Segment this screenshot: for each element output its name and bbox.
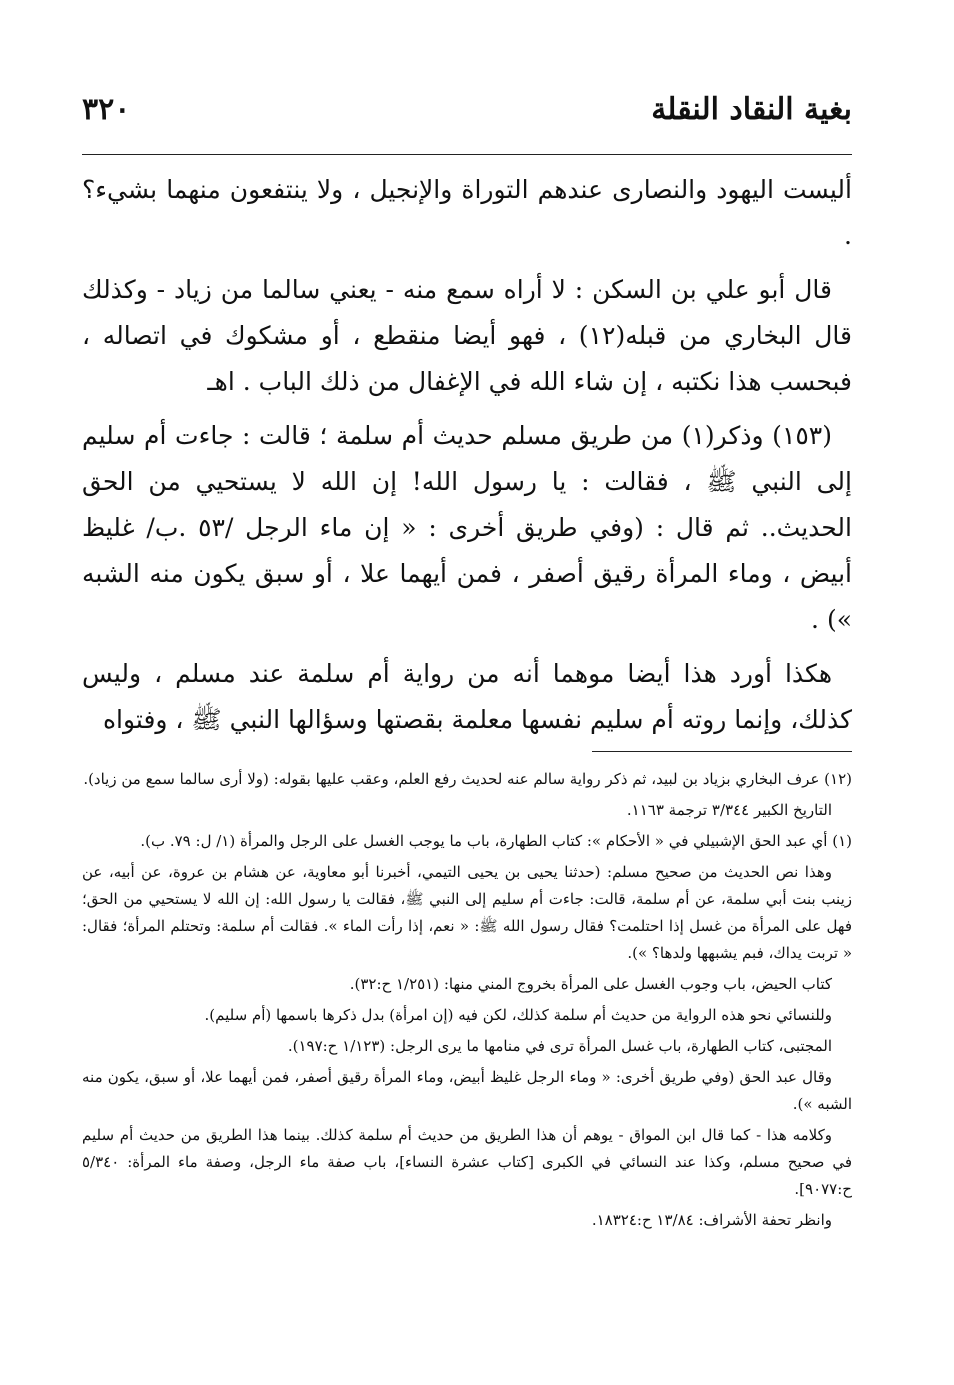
footnote-note: وقال عبد الحق (وفي طريق أخرى: « وماء الرجل غليظ أبيض، وماء المرأة رقيق أصفر، فمن أيهما علا، أو سبق، يكون منه الشبه »).	[82, 1068, 852, 1113]
footnote-hadith-text: وهذا نص الحديث من صحيح مسلم: (حدثنا يحيى بن يحيى التيمي، أخبرنا أبو معاوية، عن هشام بن عروة، عن أبيه، عن زينب بنت أبي سلمة، عن أم سلمة، قالت: جاءت أم سليم إلى النبي ﷺ، فقالت يا رسول الله: إن الله لا يستحيي من الحق؛ فهل على المرأة من غسل إذا احتلمت؟ فقال رسول الله ﷺ: « نعم، إذا رأت الماء ». فقالت أم سلمة: وتحتلم المرأة؛ فقال: « تربت يداك، فبم يشبهها ولدها؟ »).	[82, 863, 852, 962]
footnote-note: وكلامه هذا - كما قال ابن المواق - يوهم أن هذا الطريق من حديث أم سلمة كذلك. بينما هذا الطريق من حديث أم سليم في صحيح مسلم، وكذا عند النسائي في الكبرى [كتاب عشرة النساء]، باب صفة ماء الرجل، وصفة ماء المرأة: ٥/٣٤٠ ح:٩٠٧٧].	[82, 1126, 852, 1198]
main-text	[82, 167, 852, 743]
paragraph-1: أليست اليهود والنصارى عندهم التوراة والإنجيل ، ولا ينتفعون منهما بشيء؟ .	[82, 175, 852, 250]
page-number: ٣٢٠	[82, 92, 131, 127]
paragraph-3: (١٥٣) وذكر(١) من طريق مسلم حديث أم سلمة ؛ قالت : جاءت أم سليم إلى النبي ﷺ ، فقالت : يا رسول الله! إن الله لا يستحيي من الحق الحديث.. ثم قال : (وفي طريق أخرى : « إن ماء الرجل /٥٣ .ب/ غليظ أبيض ، وماء المرأة رقيق أصفر ، فمن أيهما علا ، أو سبق يكون منه الشبه ») .	[82, 421, 852, 634]
book-page	[82, 92, 852, 1238]
footnote-note: وللنسائي نحو هذه الرواية من حديث أم سلمة كذلك، لكن فيه (إن امرأة) بدل ذكرها باسمها (أم سليم).	[204, 1006, 832, 1024]
footnote-citation: المجتبى، كتاب الطهارة، باب غسل المرأة ترى في منامها ما يرى الرجل: (١/١٢٣ ح:١٩٧).	[287, 1037, 832, 1055]
footnote-citation: التاريخ الكبير ٣/٣٤٤ ترجمة ١١٦٣.	[626, 801, 832, 819]
footnote-1: (١) أي عبد الحق الإشبيلي في « الأحكام »: كتاب الطهارة، باب ما يوجب الغسل على الرجل والمرأة (١/ ل: ٧٩. ب).	[140, 832, 852, 850]
footnote-separator	[592, 751, 852, 752]
book-title: بغية النقاد النقلة	[651, 92, 852, 127]
paragraph-2: قال أبو علي بن السكن : لا أراه سمع منه - يعني سالما من زياد - وكذلك قال البخاري من قبله(١٢) ، فهو أيضا منقطع ، أو مشكوك في اتصاله ، فبحسب هذا نكتبه ، إن شاء الله في الإغفال من ذلك الباب . اهـ	[82, 275, 852, 396]
footnote-citation: كتاب الحيض، باب وجوب الغسل على المرأة بخروج المني منها: (١/٢٥١ ح:٣٢).	[349, 975, 832, 993]
paragraph-4: هكذا أورد هذا أيضا موهما أنه من رواية أم سلمة عند مسلم ، وليس كذلك، وإنما روته أم سليم نفسها معلمة بقصتها وسؤالها النبي ﷺ ، وفتواه	[82, 659, 852, 734]
header-rule	[82, 154, 852, 155]
footnote-citation: وانظر تحفة الأشراف: ١٣/٨٤ ح:١٨٣٢٤.	[591, 1211, 832, 1229]
footnote-12: (١٢) عرف البخاري بزياد بن لبيد، ثم ذكر رواية سالم عنه لحديث رفع العلم، وعقب عليها بقوله: (ولا أرى سالما سمع من زياد).	[83, 770, 852, 788]
page-header	[82, 92, 852, 144]
footnotes	[82, 766, 852, 1234]
